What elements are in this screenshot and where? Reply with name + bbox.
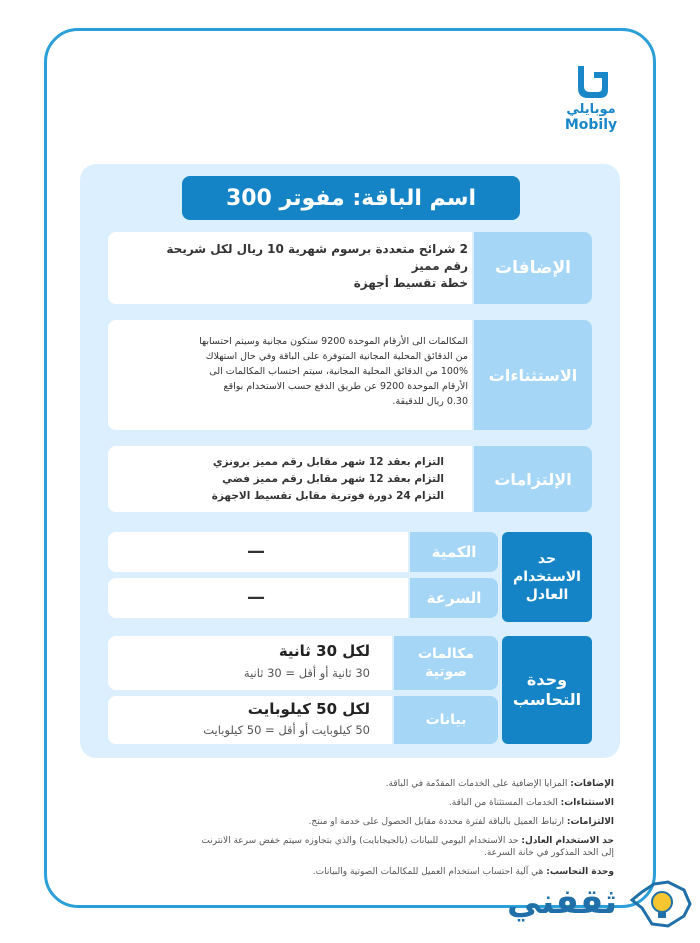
commitments-label: الإلتزامات: [474, 446, 592, 512]
exceptions-content: [112, 334, 468, 409]
note-text: ارتباط العميل بالباقة لفترة محددة مقابل الحصول على خدمة او منتج.: [308, 817, 567, 827]
note-term: حد الاستخدام العادل:: [521, 836, 614, 846]
note-term: وحدة التحاسب:: [546, 867, 614, 877]
mobily-logo: [560, 64, 622, 133]
note-item: [74, 778, 614, 790]
lightbulb-icon: [632, 882, 690, 926]
voice-label: مكالمات صوتية: [394, 636, 498, 690]
speed-label: السرعة: [410, 578, 498, 618]
addon-line: خطة تقسيط أجهزة: [353, 276, 468, 290]
watermark-text: ثقفني: [507, 882, 617, 922]
addons-content: [128, 241, 468, 292]
exception-line: 100% من الدقائق المحلية المجانية، سيتم احتساب المكالمات الى: [209, 366, 468, 377]
exception-line: 0.30 ريال للدقيقة.: [392, 396, 468, 407]
quantity-label: الكمية: [410, 532, 498, 572]
logo-english: Mobily: [564, 117, 618, 133]
quantity-value: —: [247, 541, 265, 562]
note-item: [74, 797, 614, 809]
speed-value: —: [247, 587, 265, 608]
note-text: الخدمات المستثناة من الباقة.: [448, 798, 561, 808]
data-label: بيانات: [394, 696, 498, 744]
commitment-line: التزام بعقد 12 شهر مقابل رقم مميز فضي: [222, 473, 444, 485]
commitment-line: التزام 24 دورة فوترية مقابل تقسيط الاجهزة: [211, 490, 444, 502]
addons-label: الإضافات: [474, 232, 592, 304]
mobily-logo-icon: [574, 64, 608, 100]
data-main: لكل 50 كيلوبايت: [247, 700, 370, 718]
watermark-logo: [492, 876, 694, 936]
note-text: حد الاستخدام اليومي للبيانات (بالجيجابايت) والذي بتجاوزه سيتم خفض سرعة الانترنت: [201, 836, 522, 846]
exceptions-label: الاستثناءات: [474, 320, 592, 430]
fair-use-label: حد الاستخدام العادل: [502, 532, 592, 622]
exception-line: من الدقائق المحلية المجانية المتوفرة على الباقة وفي حال استهلاك: [205, 351, 468, 362]
package-title: اسم الباقة: مفوتر 300: [182, 176, 520, 220]
note-term: الالتزامات:: [566, 817, 614, 827]
notes-section: [74, 778, 614, 878]
exception-line: الأرقام الموحدة 9200 عن طريق الدفع حسب الاستخدام بواقع: [223, 381, 468, 392]
addon-line: 2 شرائح متعددة برسوم شهرية 10 ريال لكل شريحة: [166, 242, 468, 256]
note-text: المزايا الإضافية على الخدمات المقدّمة في الباقة.: [385, 779, 571, 789]
note-term: الاستثناءات:: [560, 798, 614, 808]
billing-unit-label: وحدة التحاسب: [502, 636, 592, 744]
note-text: هي آلية احتساب استخدام العميل للمكالمات الصوتية والبيانات.: [312, 867, 547, 877]
note-term: الإضافات:: [570, 779, 614, 789]
commitments-content: [124, 454, 444, 505]
data-sub: 50 كيلوبايت أو أقل = 50 كيلوبايت: [203, 723, 370, 737]
logo-arabic: موبايلي: [566, 102, 616, 117]
exception-line: المكالمات الى الأرقام الموحدة 9200 ستكون مجانية وسيتم احتسابها: [199, 336, 468, 347]
voice-sub: 30 ثانية أو أقل = 30 ثانية: [243, 666, 370, 680]
voice-main: لكل 30 ثانية: [278, 642, 370, 660]
addon-line: رقم مميز: [411, 259, 468, 273]
note-item: [74, 835, 614, 859]
commitment-line: التزام بعقد 12 شهر مقابل رقم مميز برونزي: [212, 456, 444, 468]
note-extra: إلى الحد المذكور في خانة السرعة.: [483, 848, 614, 858]
note-item: [74, 816, 614, 828]
